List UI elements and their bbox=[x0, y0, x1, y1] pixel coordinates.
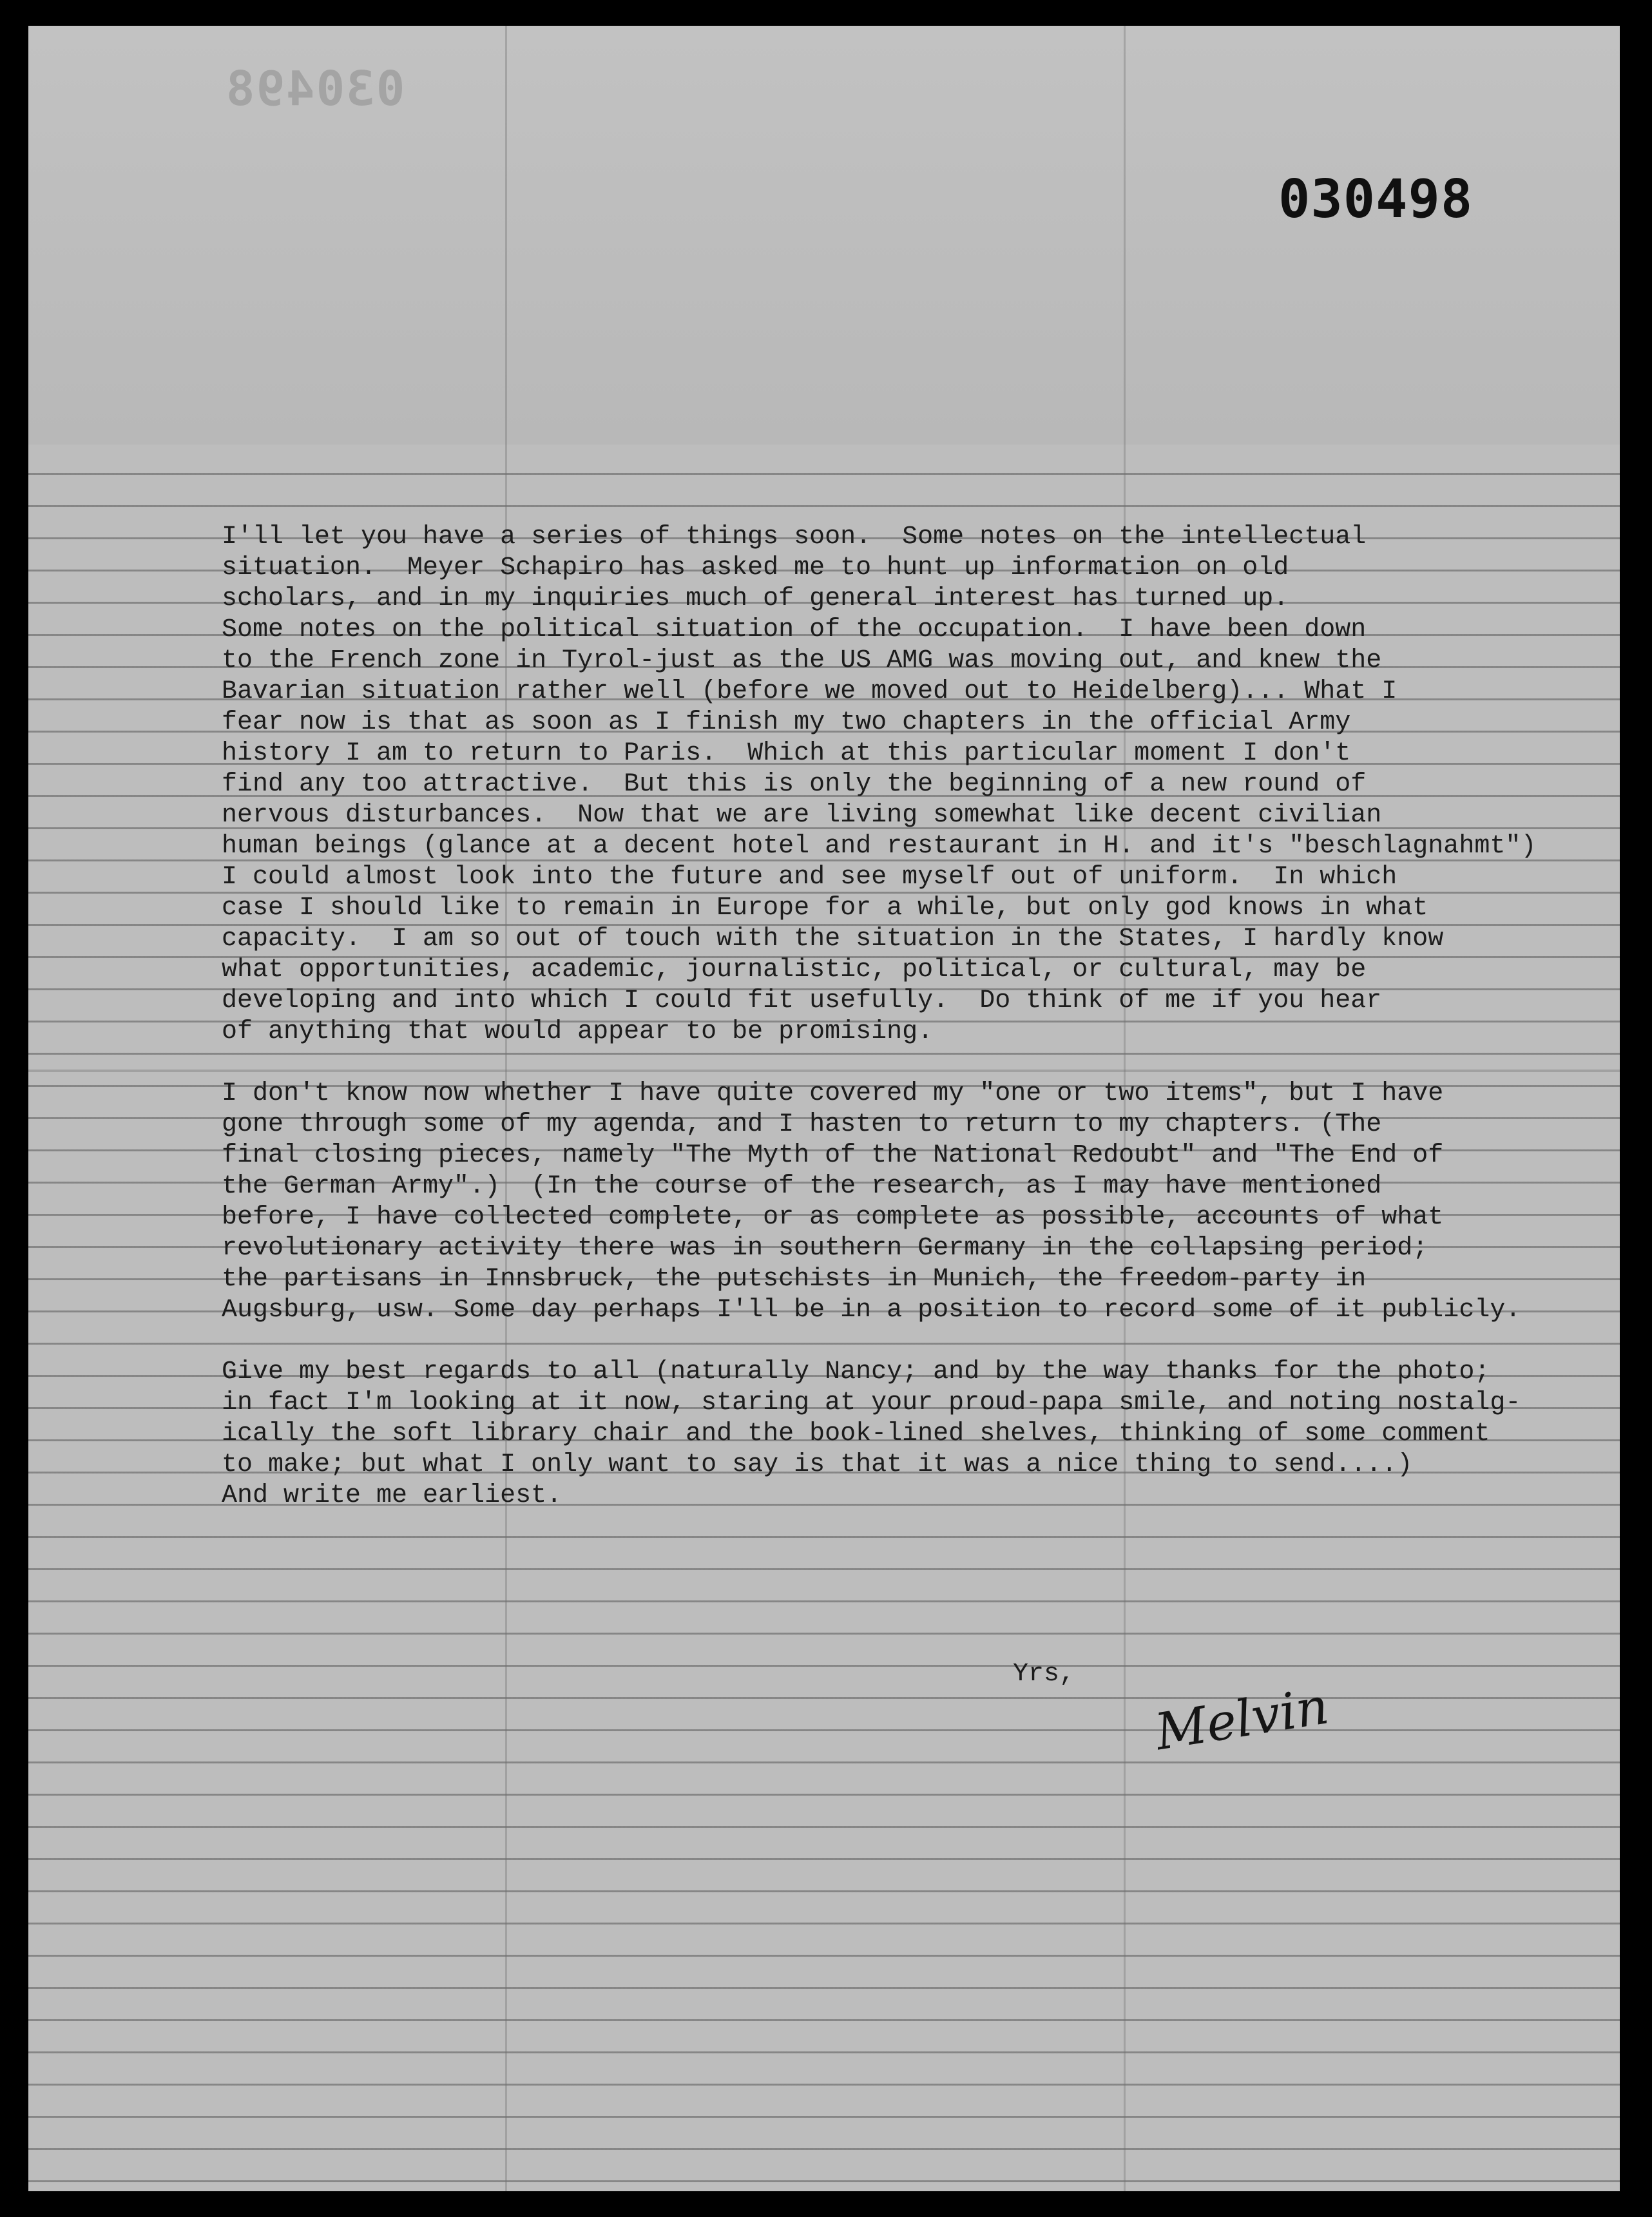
handwritten-signature: Melvin bbox=[1151, 1677, 1332, 1762]
text-line: fear now is that as soon as I finish my two chapters in the official Army bbox=[222, 708, 1351, 737]
text-line: developing and into which I could fit usefully. Do think of me if you hear bbox=[222, 986, 1382, 1015]
text-line: case I should like to remain in Europe for a while, but only god knows in what bbox=[222, 894, 1428, 923]
paragraph-1 bbox=[222, 522, 1620, 1048]
text-line: the partisans in Innsbruck, the putschists in Munich, the freedom-party in bbox=[222, 1265, 1367, 1294]
text-line: history I am to return to Paris. Which at this particular moment I don't bbox=[222, 739, 1351, 768]
text-line: revolutionary activity there was in southern Germany in the collapsing period; bbox=[222, 1234, 1428, 1263]
text-line: human beings (glance at a decent hotel and restaurant in H. and it's "beschlagnahmt") bbox=[222, 832, 1537, 861]
letter-closing: Yrs, bbox=[1013, 1660, 1075, 1689]
text-line: nervous disturbances. Now that we are living somewhat like decent civilian bbox=[222, 801, 1382, 830]
text-line: Augsburg, usw. Some day perhaps I'll be in a position to record some of it publicly. bbox=[222, 1296, 1521, 1325]
text-line: in fact I'm looking at it now, staring at your proud-papa smile, and noting nostalg- bbox=[222, 1388, 1521, 1417]
paragraph-gap bbox=[222, 1048, 1620, 1079]
text-line: find any too attractive. But this is only the beginning of a new round of bbox=[222, 770, 1367, 799]
text-line: to the French zone in Tyrol-just as the US AMG was moving out, and knew the bbox=[222, 646, 1382, 675]
text-line: scholars, and in my inquiries much of general interest has turned up. bbox=[222, 584, 1289, 613]
text-line: capacity. I am so out of touch with the situation in the States, I hardly know bbox=[222, 925, 1444, 954]
text-line: to make; but what I only want to say is that it was a nice thing to send....) bbox=[222, 1450, 1413, 1479]
text-line: And write me earliest. bbox=[222, 1481, 562, 1510]
text-line: gone through some of my agenda, and I hasten to return to my chapters. (The bbox=[222, 1110, 1382, 1139]
text-line: of anything that would appear to be promising. bbox=[222, 1017, 934, 1046]
document-number: 030498 bbox=[1278, 169, 1474, 230]
text-line: Bavarian situation rather well (before we moved out to Heidelberg)... What I bbox=[222, 677, 1397, 706]
text-line: I don't know now whether I have quite covered my "one or two items", but I have bbox=[222, 1079, 1444, 1108]
letter-page bbox=[28, 26, 1620, 2191]
text-line: final closing pieces, namely "The Myth of the National Redoubt" and "The End of bbox=[222, 1141, 1444, 1170]
text-line: before, I have collected complete, or as complete as possible, accounts of what bbox=[222, 1203, 1444, 1232]
text-line: the German Army".) (In the course of the research, as I may have mentioned bbox=[222, 1172, 1382, 1201]
bleed-through-number: 030498 bbox=[225, 61, 405, 117]
text-line: Some notes on the political situation of the occupation. I have been down bbox=[222, 615, 1367, 644]
text-line: I could almost look into the future and see myself out of uniform. In which bbox=[222, 863, 1397, 892]
text-line: ically the soft library chair and the book-lined shelves, thinking of some comment bbox=[222, 1419, 1490, 1448]
text-line: situation. Meyer Schapiro has asked me to hunt up information on old bbox=[222, 553, 1289, 582]
paragraph-gap bbox=[222, 1326, 1620, 1357]
text-line: Give my best regards to all (naturally Nancy; and by the way thanks for the photo; bbox=[222, 1358, 1490, 1387]
paragraph-2 bbox=[222, 1079, 1620, 1326]
paragraph-3 bbox=[222, 1357, 1620, 1512]
letter-body bbox=[222, 522, 1620, 1512]
text-line: I'll let you have a series of things soon. Some notes on the intellectual bbox=[222, 523, 1367, 552]
text-line: what opportunities, academic, journalistic, political, or cultural, may be bbox=[222, 955, 1367, 984]
